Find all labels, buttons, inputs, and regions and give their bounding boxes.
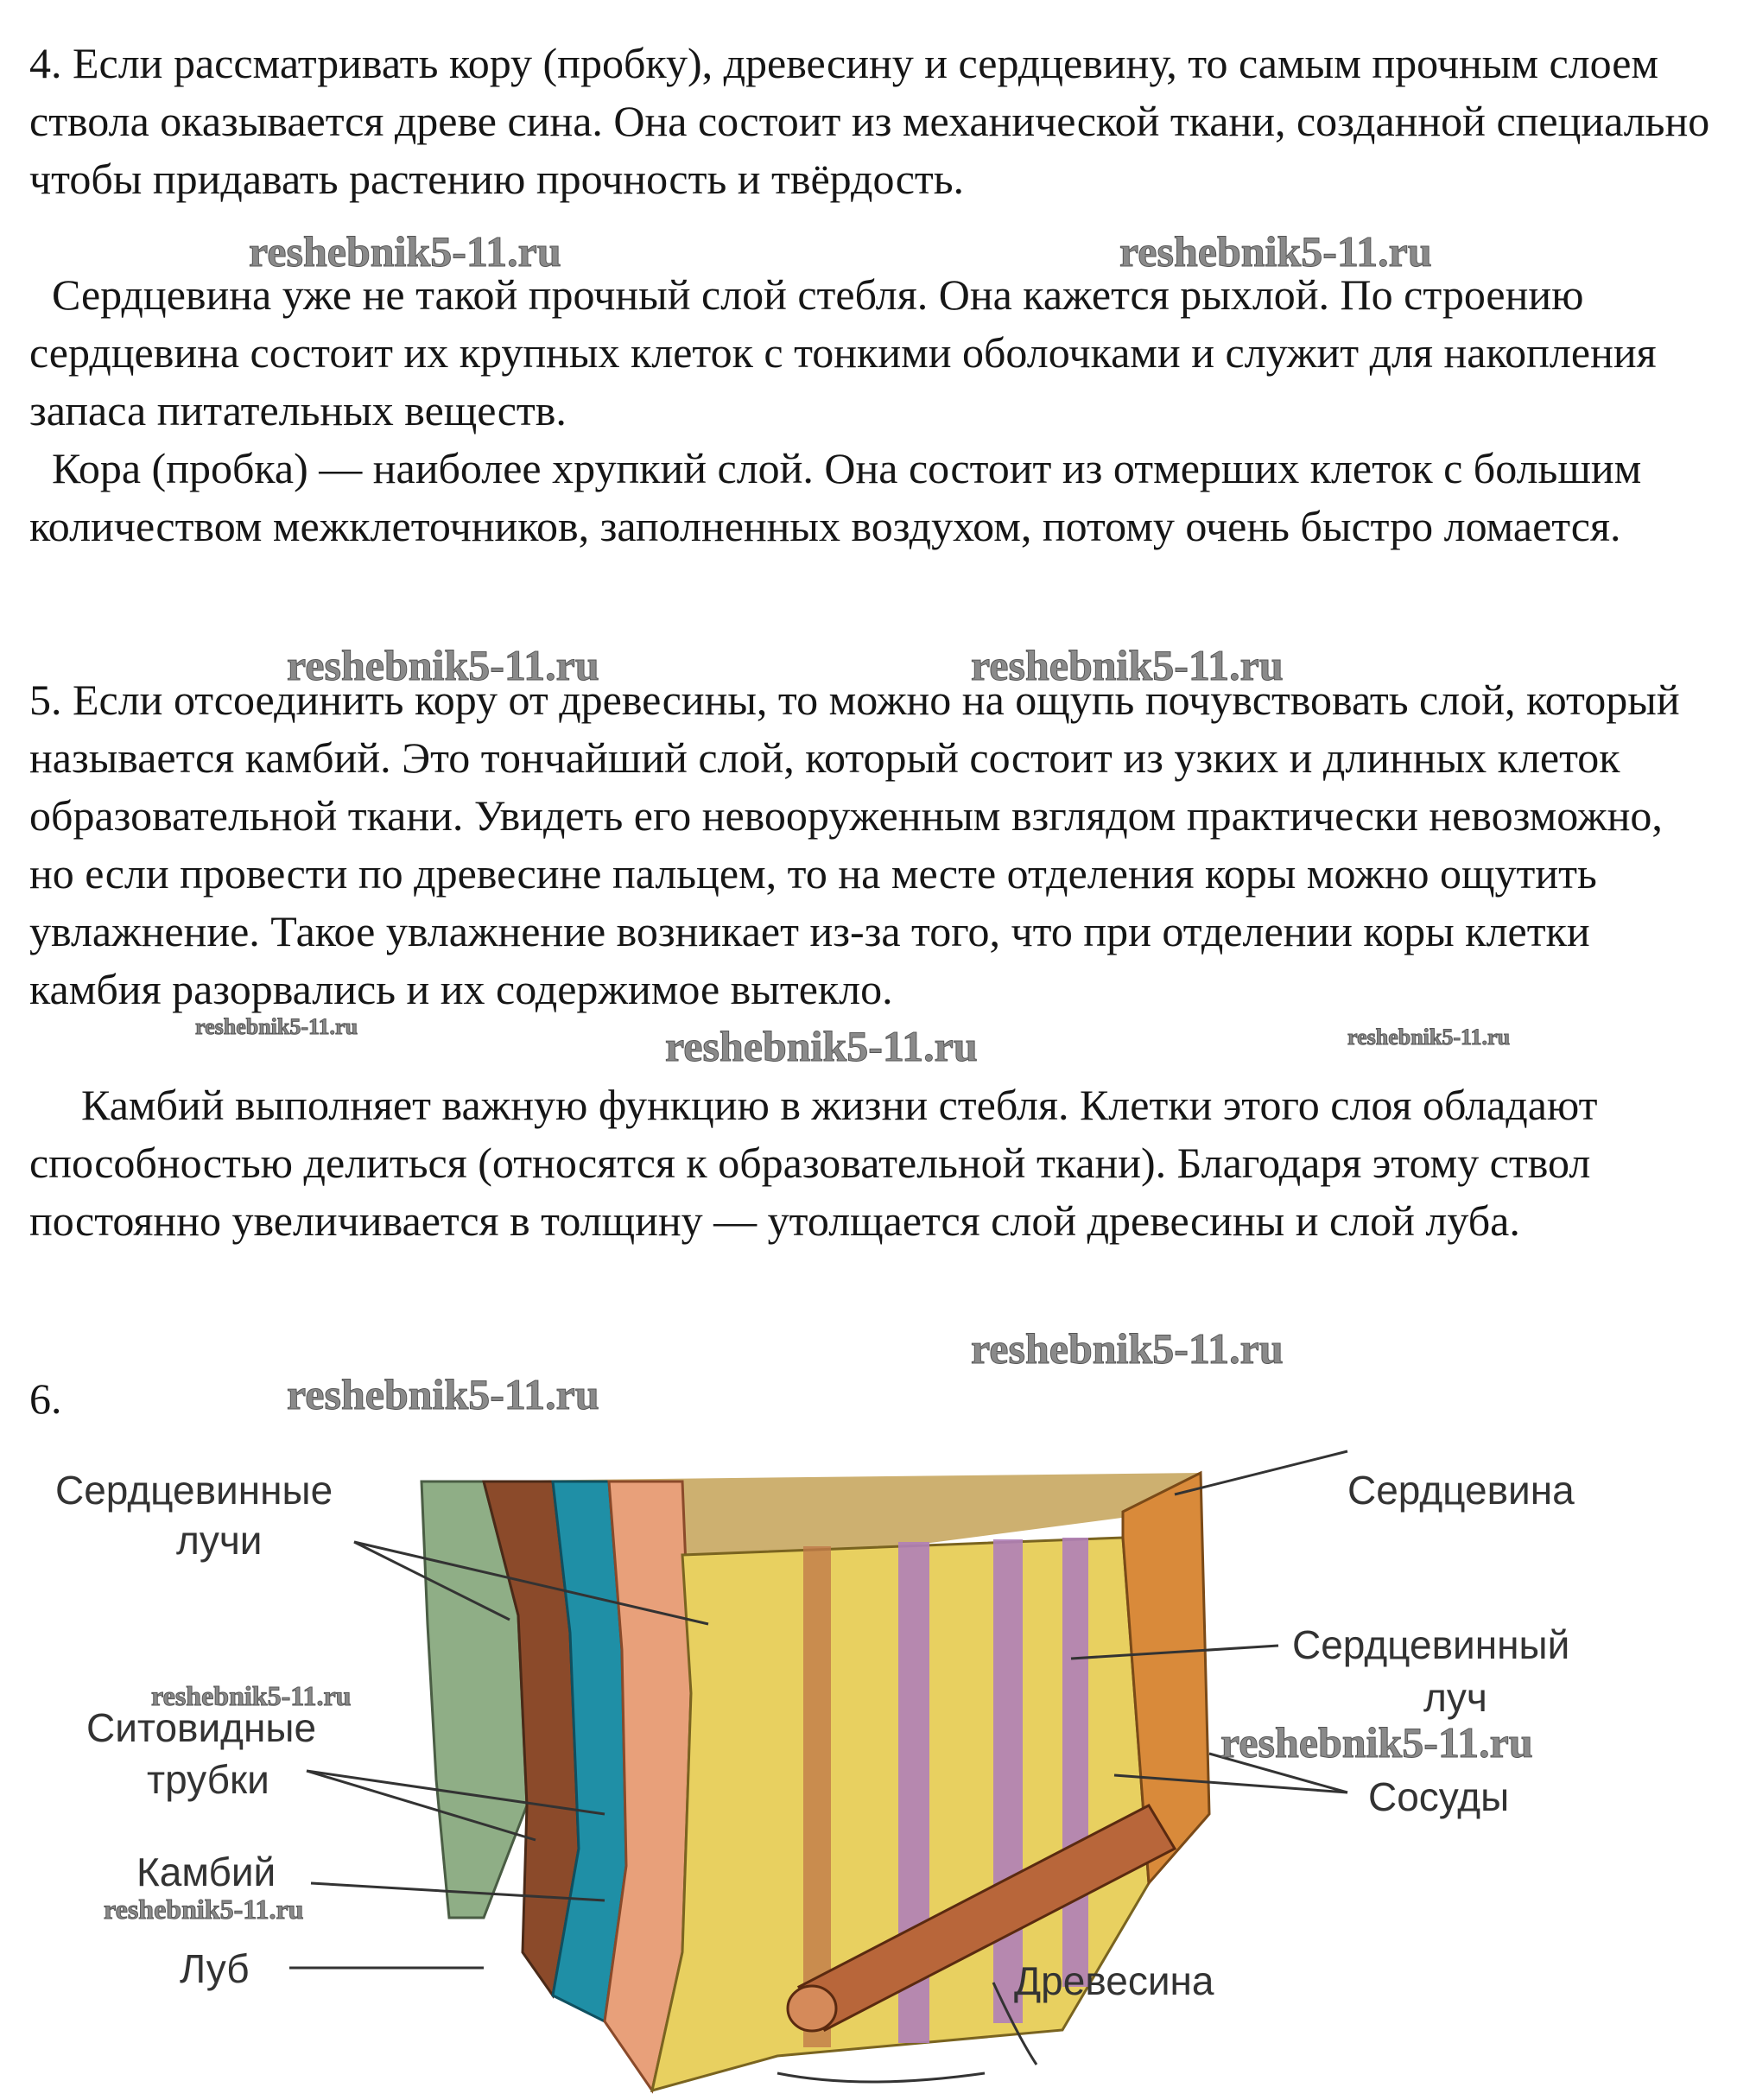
label-heart-ray-2: луч bbox=[1423, 1675, 1487, 1720]
paragraph-5-cambium: 5. Если отсоединить кору от древесины, то можно на ощупь почувствовать слой, который называется камбий. Это тончайший слой, который состоит из узких и длинных клеток образовательной ткани. Увидеть его невооруженным взглядом практически невозможно, но если провести по древесине пальцем, то на месте отделения коры можно ощутить увлажнение. Такое увлажнение возникает из-за того, что при отделении коры клетки камбия разорвались и их содержимое вытекло. bbox=[29, 676, 1680, 1013]
watermark: reshebnik5-11.ru bbox=[287, 1370, 599, 1418]
label-vessels: Сосуды bbox=[1368, 1774, 1510, 1819]
watermark: reshebnik5-11.ru bbox=[971, 641, 1284, 689]
paragraph-4-bark: Кора (пробка) — наиболее хрупкий слой. Она состоит из отмерших клеток с большим количеством межклеточников, заполненных воздухом, потому очень быстро ломается. bbox=[29, 444, 1642, 550]
label-sieve-tubes: Ситовидные bbox=[86, 1705, 317, 1750]
watermark: reshebnik5-11.ru bbox=[151, 1680, 352, 1711]
paragraph-4-pith: Сердцевина уже не такой прочный слой стебля. Она кажется рыхлой. По строению сердцевина состоит их крупных клеток с тонкими оболочками и служит для накопления запаса питательных веществ. bbox=[29, 270, 1657, 435]
watermark: reshebnik5-11.ru bbox=[287, 641, 599, 689]
watermark: reshebnik5-11.ru bbox=[1220, 1718, 1533, 1767]
label-sieve-tubes-2: трубки bbox=[147, 1757, 269, 1802]
heart-ray-end bbox=[788, 1986, 836, 2031]
label-phloem: Луб bbox=[180, 1946, 250, 1991]
watermark: reshebnik5-11.ru bbox=[665, 1022, 978, 1070]
watermark: reshebnik5-11.ru bbox=[1119, 227, 1432, 276]
label-heart-rays: Сердцевинные bbox=[55, 1468, 333, 1513]
watermark: reshebnik5-11.ru bbox=[195, 1014, 358, 1039]
label-pith: Сердцевина bbox=[1347, 1468, 1575, 1513]
vessel-stripe bbox=[993, 1539, 1023, 2023]
label-heart-rays-2: лучи bbox=[176, 1518, 263, 1563]
label-heart-ray: Сердцевинный bbox=[1292, 1622, 1570, 1667]
label-wood: Древесина bbox=[1014, 1958, 1214, 2003]
vessel-stripe bbox=[1062, 1538, 1088, 1987]
paragraph-4-strength: 4. Если рассматривать кору (пробку), древесину и сердцевину, то самым прочным слоем ствола оказывается древе сина. Она состоит из механической ткани, созданной специально чтобы придавать растению прочность и твёрдость. bbox=[29, 39, 1710, 203]
paragraph-5-cambium-function: Камбий выполняет важную функцию в жизни стебля. Клетки этого слоя обладают способностью делиться (относятся к образовательной ткани). Благодаря этому ствол постоянно увеличивается в толщину — утолщается слой древесины и слой луба. bbox=[29, 1081, 1598, 1245]
label-cambium: Камбий bbox=[136, 1849, 276, 1894]
watermark: reshebnik5-11.ru bbox=[971, 1324, 1284, 1373]
watermark: reshebnik5-11.ru bbox=[1347, 1025, 1511, 1050]
item-number-6: 6. bbox=[29, 1374, 62, 1423]
watermark: reshebnik5-11.ru bbox=[104, 1894, 304, 1925]
leader-line bbox=[777, 2073, 985, 2082]
watermark: reshebnik5-11.ru bbox=[249, 227, 561, 276]
